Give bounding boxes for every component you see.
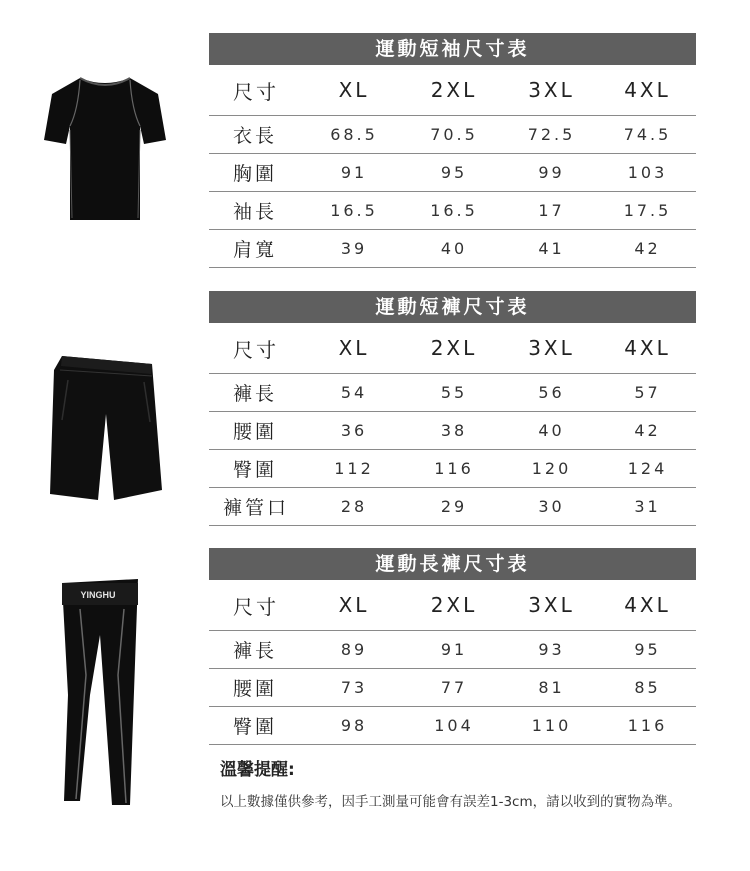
- row-label: 腰圍: [233, 678, 278, 700]
- header-cell: 3XL: [528, 78, 575, 102]
- table-cell: 29: [440, 497, 468, 516]
- table-cell: 38: [440, 421, 468, 440]
- table-cell: 124: [627, 459, 668, 478]
- table-cell: 85: [634, 678, 661, 697]
- table-cell: 28: [340, 497, 368, 516]
- shirt-image: [40, 70, 170, 230]
- table-row: [209, 374, 696, 412]
- table-cell: 91: [440, 640, 468, 659]
- table-header-row: [209, 323, 696, 374]
- table-cell: 95: [634, 640, 661, 659]
- table-cell: 42: [634, 421, 661, 440]
- row-label: 褲管口: [223, 497, 290, 519]
- table-cell: 41: [538, 239, 565, 258]
- table-cell: 103: [627, 163, 668, 182]
- shorts-image: [40, 350, 170, 510]
- table-header-row: [209, 65, 696, 116]
- table-cell: 116: [434, 459, 474, 478]
- table-cell: 42: [634, 239, 661, 258]
- table-cell: 31: [634, 497, 661, 516]
- waistband-text: YINGHU: [80, 590, 116, 600]
- table-cell: 70.5: [430, 125, 478, 144]
- note-title: 溫馨提醒:: [220, 760, 295, 780]
- header-cell: 4XL: [624, 593, 671, 617]
- table-cell: 30: [538, 497, 565, 516]
- table-header-row: [209, 580, 696, 631]
- note-body: 以上數據僅供參考，因手工測量可能會有誤差1-3cm，請以收到的實物為準。: [220, 794, 682, 810]
- header-cell: 4XL: [624, 78, 671, 102]
- table-cell: 57: [634, 383, 661, 402]
- row-label: 肩寬: [233, 239, 278, 261]
- table-row: [209, 412, 696, 450]
- table-cell: 89: [340, 640, 368, 659]
- row-label: 袖長: [233, 201, 278, 223]
- table-cell: 54: [340, 383, 368, 402]
- table-cell: 91: [340, 163, 368, 182]
- row-label: 胸圍: [233, 163, 278, 185]
- table-row: [209, 488, 696, 526]
- row-label: 褲長: [233, 640, 278, 662]
- table-row: [209, 192, 696, 230]
- table-cell: 110: [531, 716, 572, 735]
- header-cell: 3XL: [528, 336, 575, 360]
- header-cell: 2XL: [430, 593, 478, 617]
- row-label: 褲長: [233, 383, 278, 405]
- table-cell: 40: [440, 239, 468, 258]
- table-cell: 72.5: [527, 125, 576, 144]
- table-row: [209, 230, 696, 268]
- table-cell: 74.5: [623, 125, 672, 144]
- row-label: 臀圍: [233, 716, 278, 738]
- table-title: 運動短袖尺寸表: [209, 33, 696, 65]
- table-cell: 16.5: [430, 201, 478, 220]
- row-label: 衣長: [233, 125, 278, 147]
- table-cell: 56: [538, 383, 565, 402]
- header-cell: 2XL: [430, 336, 478, 360]
- table-cell: 116: [627, 716, 668, 735]
- header-cell: XL: [338, 593, 370, 617]
- table-row: [209, 631, 696, 669]
- table-cell: 39: [340, 239, 368, 258]
- table-cell: 81: [538, 678, 565, 697]
- header-cell: XL: [338, 78, 370, 102]
- header-cell: XL: [338, 336, 370, 360]
- table-cell: 36: [340, 421, 368, 440]
- table-cell: 40: [538, 421, 565, 440]
- pants-size-table: [209, 548, 696, 745]
- table-row: [209, 669, 696, 707]
- header-cell: 4XL: [624, 336, 671, 360]
- table-row: [209, 707, 696, 745]
- header-cell: 3XL: [528, 593, 575, 617]
- table-cell: 68.5: [330, 125, 378, 144]
- header-cell: 尺寸: [233, 79, 279, 104]
- table-row: [209, 116, 696, 154]
- table-cell: 95: [440, 163, 468, 182]
- table-cell: 112: [334, 459, 374, 478]
- table-title: 運動短褲尺寸表: [209, 291, 696, 323]
- table-cell: 16.5: [330, 201, 378, 220]
- leggings-image: [50, 575, 180, 810]
- table-cell: 120: [531, 459, 572, 478]
- table-title: 運動長褲尺寸表: [209, 548, 696, 580]
- table-row: [209, 450, 696, 488]
- table-row: [209, 154, 696, 192]
- table-cell: 99: [538, 163, 565, 182]
- row-label: 腰圍: [233, 421, 278, 443]
- header-cell: 尺寸: [233, 594, 279, 619]
- table-cell: 17: [538, 201, 565, 220]
- row-label: 臀圍: [233, 459, 278, 481]
- table-cell: 98: [340, 716, 368, 735]
- table-cell: 93: [538, 640, 565, 659]
- header-cell: 尺寸: [233, 337, 279, 362]
- table-cell: 104: [434, 716, 474, 735]
- table-cell: 17.5: [623, 201, 672, 220]
- table-cell: 73: [340, 678, 368, 697]
- header-cell: 2XL: [430, 78, 478, 102]
- shorts-size-table: [209, 291, 696, 526]
- shirt-size-table: [209, 33, 696, 268]
- table-cell: 77: [440, 678, 468, 697]
- reminder-note: [220, 755, 700, 814]
- table-cell: 55: [440, 383, 468, 402]
